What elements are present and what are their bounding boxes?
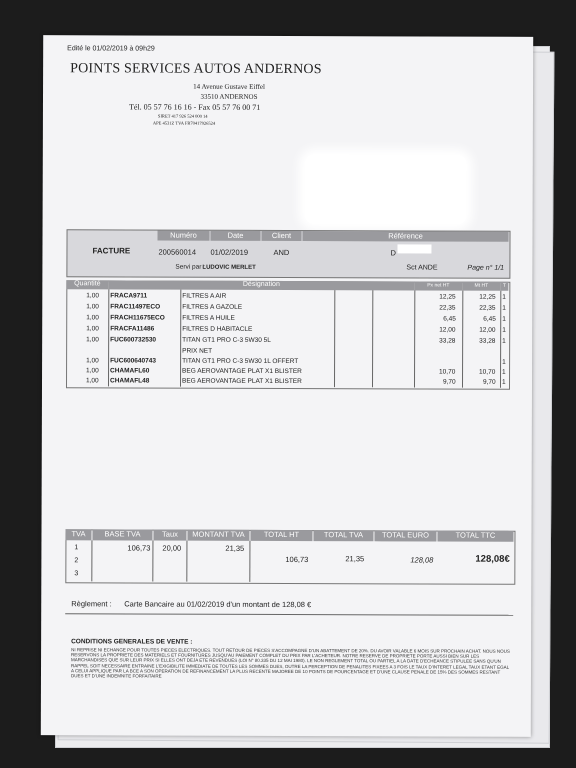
line-qty: 1,00: [86, 357, 99, 365]
total-ht: 106,73: [285, 554, 309, 565]
served-by-label: Servi par :: [175, 263, 206, 271]
base-tva: 106,73: [127, 543, 151, 553]
line-amount: 12,25: [479, 293, 496, 301]
line-desc: FILTRES D HABITACLE: [182, 325, 253, 333]
line-ref: FRAC11497ECO: [110, 303, 161, 311]
line-tax-code: 1: [502, 293, 506, 301]
client-code: AND: [273, 247, 290, 258]
line-qty: 1,00: [86, 325, 99, 333]
line-desc: BEG AEROVANTAGE PLAT X1 BLISTER: [182, 367, 302, 376]
col-header-montant-tva: MONTANT TVA: [187, 530, 249, 541]
line-qty: 1,00: [86, 314, 99, 322]
col-header-total-euro: TOTAL EURO: [374, 530, 436, 541]
served-by-name: LUDOVIC MERLET: [202, 264, 256, 271]
company-phone: Tél. 05 57 76 16 16 - Fax 05 57 76 00 71: [128, 102, 261, 112]
taux-tva: 20,00: [162, 543, 182, 553]
company-address-line1: 14 Avenue Gustave Eiffel: [193, 82, 265, 91]
line-amount: 22,35: [479, 304, 496, 312]
line-tax-code: 1: [502, 315, 506, 323]
col-header-tva: TVA: [65, 529, 91, 540]
line-unit-price: 10,70: [439, 368, 456, 376]
line-ref: CHAMAFL60: [110, 367, 150, 375]
company-siret: SIRET 417 926 524 000 14: [157, 113, 208, 119]
total-euro: 128,08: [410, 555, 434, 565]
line-amount: 12,00: [479, 326, 496, 334]
line-unit-price: 22,35: [439, 304, 456, 312]
sector: Sct ANDE: [406, 264, 438, 272]
line-desc: TITAN GT1 PRO C-3 5W30 1L OFFERT: [182, 357, 299, 366]
divider: [65, 613, 513, 616]
col-header-unit-price: Px net HT: [414, 281, 462, 290]
column-divider: [186, 541, 187, 582]
column-divider: [152, 541, 153, 582]
total-tva: 21,35: [345, 554, 365, 564]
col-header-taux: Taux: [153, 530, 186, 541]
invoice-page: [41, 35, 533, 737]
line-unit-price: 12,00: [439, 326, 456, 334]
line-tax-code: 1: [502, 358, 506, 366]
tva-row-number: 1: [74, 544, 79, 552]
line-desc: FILTRES A GAZOLE: [182, 303, 243, 311]
line-ref: FUC600732530: [110, 336, 157, 344]
line-tax-code: 1: [502, 304, 506, 312]
col-header-designation: Désignation: [108, 280, 414, 290]
page-number: Page n° 1/1: [467, 264, 505, 272]
payment-details: Carte Bancaire au 01/02/2019 d'un montant de 128,08 €: [124, 599, 312, 610]
line-ref: CHAMAFL48: [110, 377, 150, 385]
line-desc: FILTRES A AIR: [182, 292, 227, 300]
col-header-reference: Référence: [303, 231, 509, 242]
col-header-client: Client: [262, 231, 302, 241]
col-header-date: Date: [211, 231, 261, 241]
payment-label: Règlement :: [71, 599, 112, 609]
montant-tva: 21,35: [225, 543, 245, 553]
conditions-title: CONDITIONS GENERALES DE VENTE :: [71, 638, 193, 646]
line-tax-code: 1: [502, 368, 506, 376]
line-unit-price: 6,45: [443, 315, 456, 323]
company-ape: APE 4531Z TVA FR70417926524: [152, 120, 216, 126]
line-desc: FILTRES A HUILE: [182, 314, 235, 322]
col-header-amount: Mt HT: [462, 282, 500, 291]
line-ref: FRACA9711: [110, 292, 148, 300]
line-ref: FRACFA11486: [110, 325, 155, 333]
col-header-quantity: Quantité: [66, 280, 108, 289]
line-qty: 1,00: [86, 303, 99, 311]
line-ref: FRACH11675ECO: [110, 314, 165, 322]
line-amount: 33,28: [479, 337, 496, 345]
line-qty: 1,00: [86, 292, 99, 300]
column-divider: [249, 541, 250, 582]
conditions-text: NI REPRISE NI ECHANGE POUR TOUTES PIECES ELECTRIQUES. TOUT RETOUR DE PIECES S'ACCOMPAGNE D'UN ABATTEMENT DE 20%. DU AVOIR VALABLE 6 MOIS SUR PROCHAIN ACHAT. NOUS NOUS RESERVONS LA PROPRIETE DES MATERIELS ET FOURNITURES JUSQU'AU PAIEMENT COMPLET DU PRIX PAR L'ACHETEUR. NOTRE RESERVE DE PROPRIETE PORTE AUSSI BIEN SUR LES MARCHANDISES QUE SUR LEUR PRIX SI ELLES ONT DEJA ETE REVENDUES (LOI N° 80.335 DU 12 MAI 1980). LE NON REGLEMENT TOTAL OU PARTIEL A LA DATE D'ECHEANCE STIPULEE SANS QU'UN RAPPEL SOIT NECESSAIRE ENTRAINE L'EXIGIBILITE IMMEDIATE DE TOUTES LES SOMMES DUES, OUTRE LA PERCEPTION DE PENALITES FIXEES A 3 FOIS LE TAUX D'INTERET LEGAL TAUX ETANT EGAL A CELUI APPLIQUE PAR LA BCE A SON OPERATION DE REFINANCEMENT LA PLUS RECENTE MAJOREE DE 10 POINTS DE POURCENTAGE ET D'UNE CLAUSE PENALE DE 15% DES SOMMES RESTANT DUES ET D'UNE INDEMNITE FORFAITAIRE: [70, 647, 510, 679]
line-desc: PRIX NET: [182, 347, 213, 355]
col-header-tax: T: [500, 282, 508, 291]
invoice-date: 01/02/2019: [210, 247, 249, 257]
line-qty: 1,00: [86, 367, 99, 375]
column-divider: [91, 540, 92, 581]
col-header-numero: Numéro: [158, 231, 210, 241]
line-tax-code: 1: [502, 378, 506, 386]
redacted-address: [305, 154, 467, 225]
reference-value: D: [390, 248, 396, 258]
document-type: FACTURE: [92, 246, 131, 256]
line-qty: 1,00: [86, 336, 99, 344]
edit-date: Edité le 01/02/2019 à 09h29: [67, 45, 155, 53]
redacted-reference: [397, 244, 431, 253]
col-header-total-tva: TOTAL TVA: [313, 530, 373, 541]
invoice-number: 200560014: [158, 247, 197, 257]
line-unit-price: 33,28: [439, 337, 456, 345]
col-header-total-ttc: TOTAL TTC: [437, 531, 513, 542]
line-desc: BEG AEROVANTAGE PLAT X1 BLISTER: [182, 377, 302, 386]
line-ref: FUC600640743: [110, 357, 157, 365]
line-amount: 10,70: [479, 368, 496, 376]
line-desc: TITAN GT1 PRO C-3 5W30 5L: [182, 336, 271, 344]
line-amount: 9,70: [483, 378, 496, 386]
line-amount: 6,45: [483, 315, 496, 323]
line-tax-code: 1: [502, 326, 506, 334]
line-qty: 1,00: [86, 377, 99, 385]
company-name: POINTS SERVICES AUTOS ANDERNOS: [70, 61, 322, 78]
line-tax-code: 1: [502, 337, 506, 345]
col-header-total-ht: TOTAL HT: [250, 530, 312, 541]
total-ttc: 128,08€: [475, 553, 510, 565]
tva-row-number: 3: [74, 570, 79, 578]
tva-row-number: 2: [74, 557, 79, 565]
col-header-base-tva: BASE TVA: [92, 529, 152, 540]
line-unit-price: 12,25: [439, 293, 456, 301]
line-unit-price: 9,70: [443, 378, 456, 386]
company-address-line2: 33510 ANDERNOS: [200, 92, 258, 101]
